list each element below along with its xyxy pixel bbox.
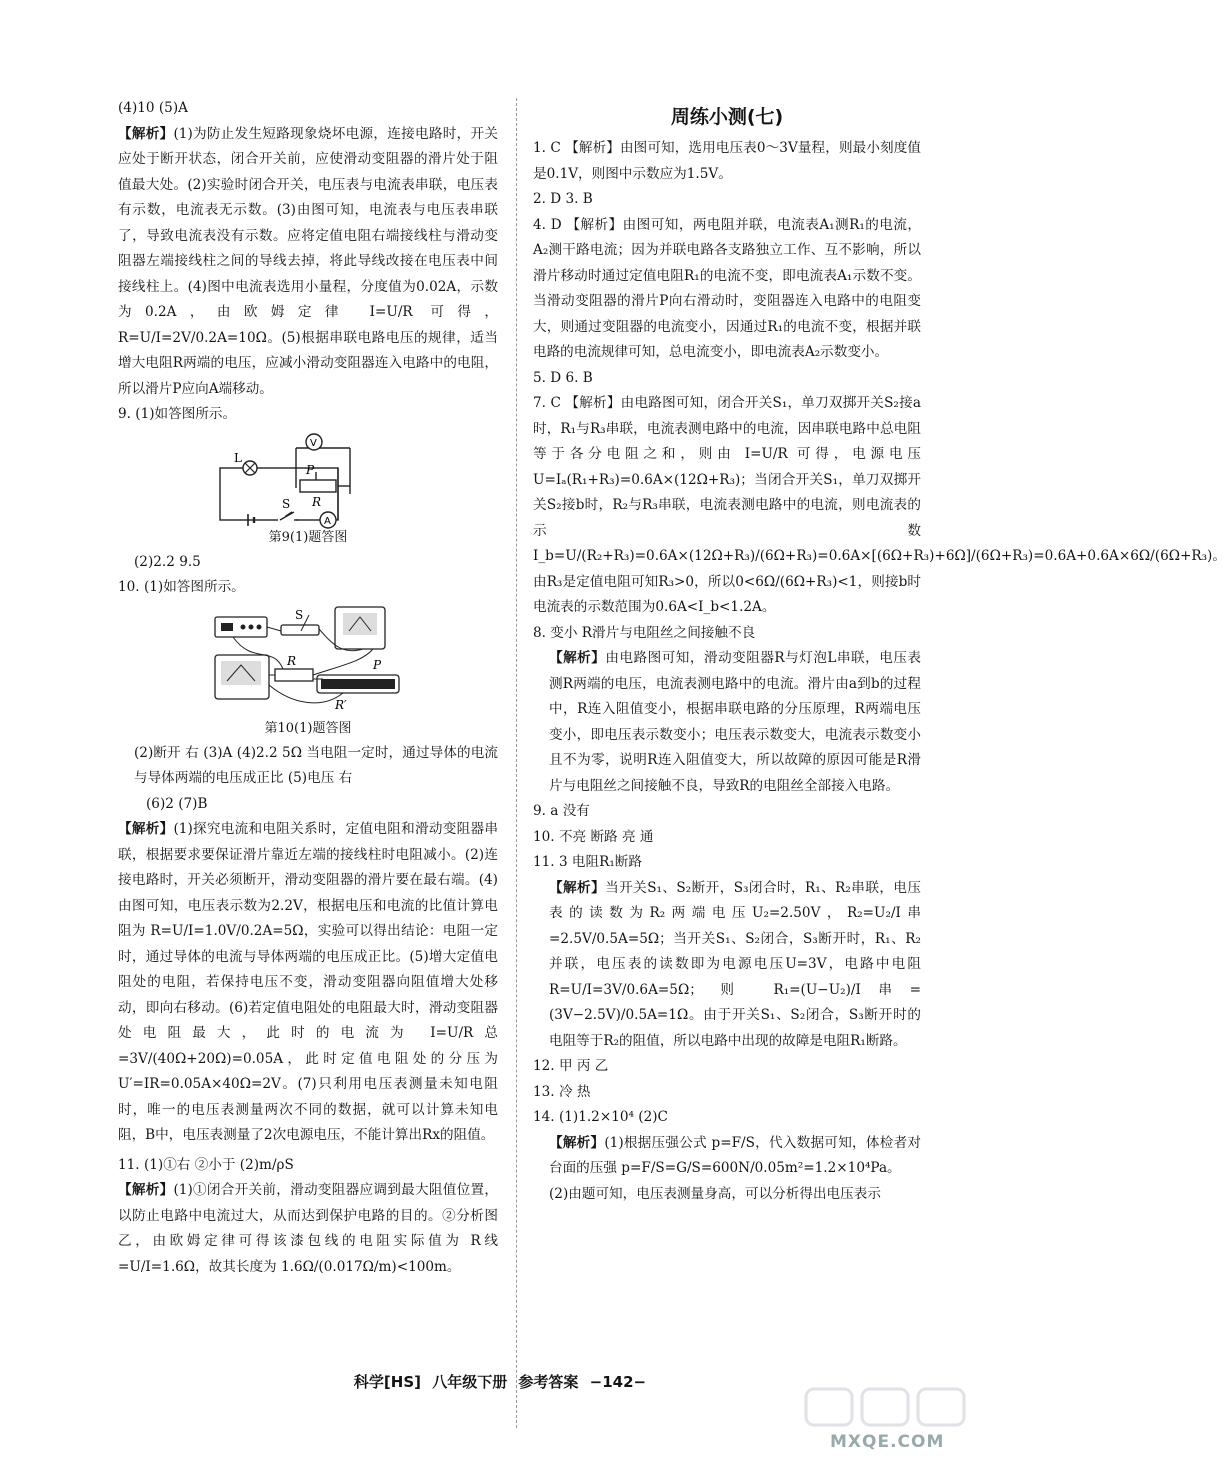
analysis-label: 【解析】 xyxy=(549,879,606,896)
q9-line: 9. (1)如答图所示。 xyxy=(118,406,237,422)
answer-q14: 14. (1)1.2×10⁴ (2)C xyxy=(533,1109,668,1125)
analysis-q8 xyxy=(533,646,921,799)
label-R-prime: R′ xyxy=(335,697,347,712)
answer-q10: 10. 不亮 断路 亮 通 xyxy=(533,828,654,845)
analysis-q11 xyxy=(533,876,921,1055)
watermark-text: MXQE.COM xyxy=(830,1432,945,1452)
label-V: V xyxy=(310,437,317,449)
label-L: L xyxy=(234,450,242,465)
analysis-label: 【解析】 xyxy=(118,125,174,142)
analysis-label: 【解析】 xyxy=(549,650,606,666)
answer-q12: 12. 甲 丙 乙 xyxy=(533,1058,609,1074)
analysis-text: (1)根据压强公式 p=F/S，代入数据可知，体检者对台面的压强 p=F/S=G/S=600N/0.05m²=1.2×10⁴Pa。 xyxy=(549,1134,922,1176)
resistor-icon xyxy=(275,669,313,681)
page-footer: 科学[HS] 八年级下册 参考答案 −142− xyxy=(353,1373,647,1391)
analysis-q14 xyxy=(533,1131,921,1182)
switch-icon xyxy=(281,625,319,635)
circuit-diagram-q9 xyxy=(208,432,408,526)
column-divider xyxy=(516,98,517,1428)
figure-q9-caption: 第9(1)题答图 xyxy=(268,529,348,545)
answer-q5-q6: 5. D 6. B xyxy=(533,369,593,386)
answer-q9: 9. a 没有 xyxy=(533,803,590,819)
label-A: A xyxy=(324,515,331,527)
q8-tail: (4)10 (5)A xyxy=(118,100,188,116)
label-S: S xyxy=(282,496,291,511)
analysis-text: (1)探究电流和电阻关系时，定值电阻和滑动变阻器串联，根据要求要保证滑片靠近左端的接线柱时电阻减小。(2)连接电路时，开关必须断开，滑动变阻器的滑片要在最右端。(4)由图可知，电压表示数为2.2V，根据电压和电流的比值计算电阻为 R=U/I=1.0V/0.2A=5Ω，实验可以得出结论：电阻一定时，通过导体的电流与导体两端的电压成正比。(5)增大定值电阻处的电阻，若保持电压不变，滑动变阻器向阻值增大处移动，即向右移动。(6)若定值电阻处的电阻最大时，滑动变阻器处电阻最大，此时的电流为 I=U/R总=3V/(40Ω+20Ω)=0.05A，此时定值电阻处的分压为 U′=IR=0.05A×40Ω=2V。(7)只利用电压表测量未知电阻时，唯一的电压表测量两次不同的数据，就可以计算未知电阻，B中，电压表测量了2次电源电压，不能计算出Rx的阻值。 xyxy=(118,821,498,1143)
analysis-label: 【解析】 xyxy=(549,1134,605,1151)
label-S: S xyxy=(295,607,304,622)
answer-q8: 8. 变小 R滑片与电阻丝之间接触不良 xyxy=(533,624,756,641)
answer-q11: 11. 3 电阻R₁断路 xyxy=(533,854,642,870)
analysis-q14-cont: (2)由题可知，电压表测量身高，可以分析得出电压表示 xyxy=(549,1185,881,1202)
analysis-q10 xyxy=(118,817,498,1149)
analysis-text: 当开关S₁、S₂断开，S₃闭合时，R₁、R₂串联，电压表的读数为R₂两端电压U₂=2.50V，R₂=U₂/I串=2.5V/0.5A=5Ω；当开关S₁、S₂闭合，S₃断开时，R₁、R₂并联，电压表的读数即为电源电压U=3V，电路中电阻R=U/I=3V/0.6A=5Ω；则 R₁=(U−U₂)/I串=(3V−2.5V)/0.5A=1Ω。由于开关S₁、S₂闭合，S₃断开时的电阻等于R₂的阻值，所以电路中出现的故障是电阻R₁断路。 xyxy=(549,879,922,1049)
analysis-q8 xyxy=(118,122,498,403)
answer-q2-q3: 2. D 3. B xyxy=(533,191,593,207)
analysis-text: 由电路图可知，滑动变阻器R与灯泡L串联，电压表测R两端的电压，电流表测电路中的电流。滑片由a到b的过程中，R连入阻值变小，根据串联电路的分压原理，R两端电压变小，即电压表示数变小；电压表示数变大，电流表示数变小且不为零，说明R连入阻值变大，所以故障的原因可能是R滑片与电阻丝之间接触不良，导致R的电阻丝全部接入电路。 xyxy=(549,650,921,794)
answer-q1: 1. C 【解析】由图可知，选用电压表0～3V量程，则最小刻度值是0.1V，则图中示数应为1.5V。 xyxy=(533,140,921,182)
q11-line: 11. (1)①右 ②小于 (2)m/ρS xyxy=(118,1156,294,1173)
q10-line: 10. (1)如答图所示。 xyxy=(118,579,245,595)
label-P: P xyxy=(373,657,382,672)
analysis-q11 xyxy=(118,1178,498,1280)
analysis-text: (1)①闭合开关前，滑动变阻器应调到最大阻值位置，以防止电路中电流过大，从而达到保护电路的目的。②分析图乙，由欧姆定律可得该漆包线的电阻实际值为 R线=U/I=1.6Ω，故其长度为 1.6Ω/(0.017Ω/m)<100m。 xyxy=(118,1182,498,1275)
figure-q10-caption: 第10(1)题答图 xyxy=(264,720,352,736)
right-column xyxy=(533,96,1226,1207)
section-title: 周练小测(七) xyxy=(670,106,784,128)
figure-q10 xyxy=(213,605,403,717)
q10-answer-2: (2)断开 右 (3)A (4)2.2 5Ω 当电阻一定时，通过导体的电流与导体两端的电压成正比 (5)电压 右 xyxy=(134,744,498,786)
label-R: R xyxy=(287,653,297,668)
answer-q4: 4. D 【解析】由图可知，两电阻并联，电流表A₁测R₁的电流，A₂测干路电流；因为并联电路各支路独立工作、互不影响，所以滑片移动时通过定值电阻R₁的电流不变，即电流表A₁示数不变。当滑动变阻器的滑片P向右滑动时，变阻器连入电路中的电阻变大，则通过变阻器的电流变小，因通过R₁的电流不变，根据并联电路的电流规律可知，总电流变小，即电流表A₂示数变小。 xyxy=(533,216,921,360)
answer-q13: 13. 冷 热 xyxy=(533,1083,591,1100)
apparatus-diagram-q10 xyxy=(213,605,403,717)
left-column xyxy=(118,96,498,1280)
q9-answer-2: (2)2.2 9.5 xyxy=(134,553,201,570)
analysis-label: 【解析】 xyxy=(118,821,174,837)
analysis-text: (1)为防止发生短路现象烧坏电源，连接电路时，开关应处于断开状态，闭合开关前，应使滑动变阻器的滑片处于阻值最大处。(2)实验时闭合开关，电压表与电流表串联，电压表有示数，电流表无示数。(3)由图可知，电流表与电压表串联了，导致电流表没有示数。应将定值电阻右端接线柱与滑动变阻器左端接线柱之间的导线去掉，将此导线改接在电压表中间接线柱上。(4)图中电流表选用小量程，分度值为0.02A，示数为0.2A，由欧姆定律 I=U/R 可得，R=U/I=2V/0.2A=10Ω。(5)根据串联电路电压的规律，适当增大电阻R两端的电压，应减小滑动变阻器连入电路中的电阻，所以滑片P应向A端移动。 xyxy=(118,125,498,397)
analysis-label: 【解析】 xyxy=(118,1182,174,1198)
q10-answer-3: (6)2 (7)B xyxy=(146,795,208,812)
label-R: R xyxy=(312,494,322,509)
answer-q7: 7. C 【解析】由电路图可知，闭合开关S₁，单刀双掷开关S₂接a时，R₁与R₃串联，电流表测电路中的电流，因串联电路中总电阻等于各分电阻之和，则由 I=U/R 可得，电源电压 U=Iₐ(R₁+R₃)=0.6A×(12Ω+R₃)；当闭合开关S₁，单刀双掷开关S₂接b时，R₂与R₃串联，电流表测电路中的电流，则电流表的示数 I_b=U/(R₂+R₃)=0.6A×(12Ω+R₃)/(6Ω+R₃)=0.6A×[(6Ω+R₃)+6Ω]/(6Ω+R₃)=0.6A+0.6A×6Ω/(6Ω+R₃)。由R₃是定值电阻可知R₃>0，所以0<6Ω/(6Ω+R₃)<1，则接b时电流表的示数范围为0.6A<I_b<1.2A。 xyxy=(533,395,1226,615)
label-P: P xyxy=(306,462,315,477)
figure-q9 xyxy=(208,432,408,526)
